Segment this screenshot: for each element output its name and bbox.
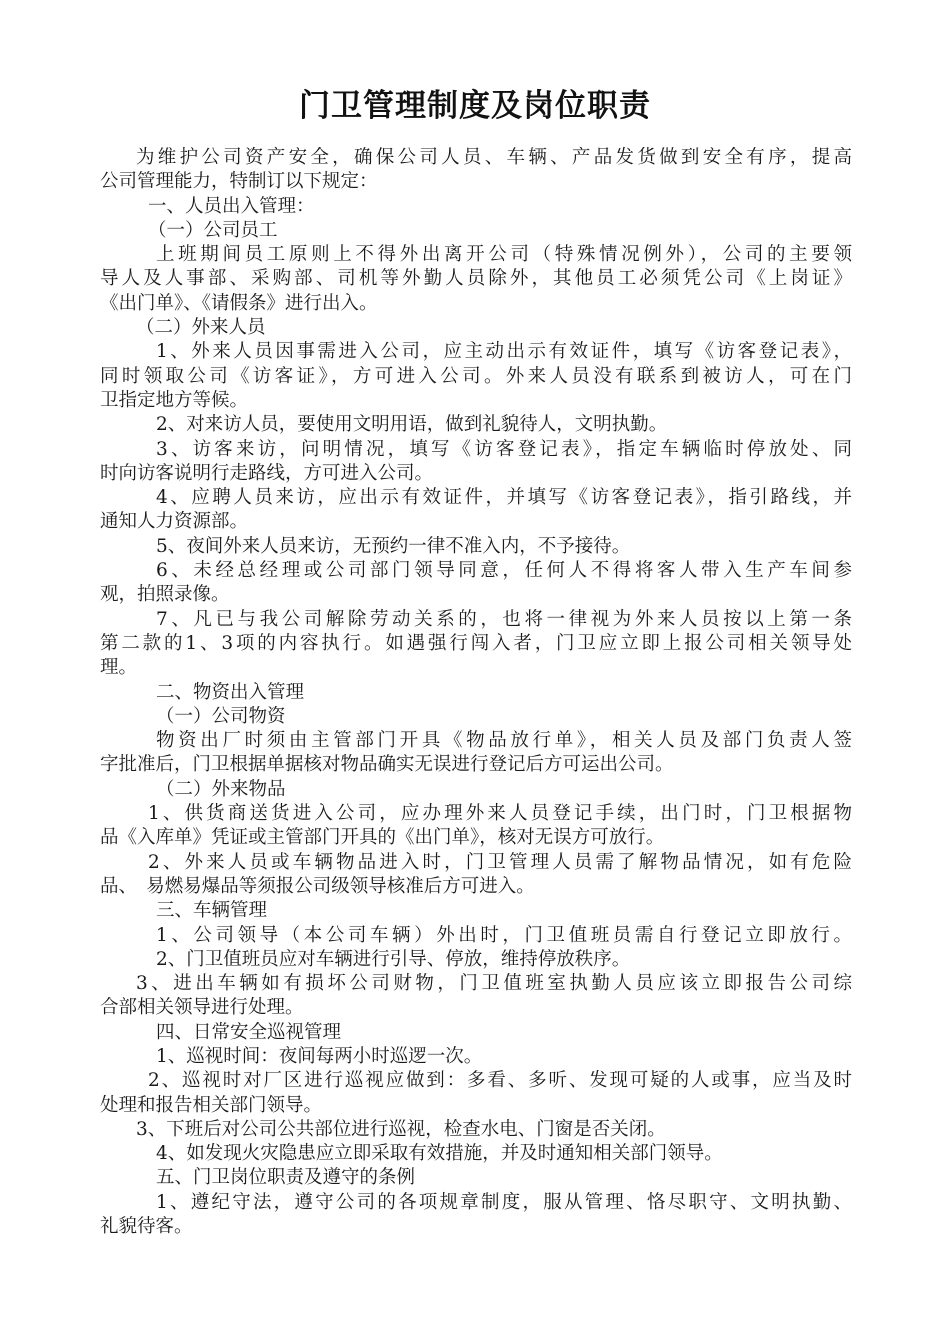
paragraph-line: 1、外来人员因事需进入公司，应主动出示有效证件，填写《访客登记表》， xyxy=(156,341,852,363)
paragraph-line: 3、访客来访，问明情况，填写《访客登记表》，指定车辆临时停放处、同 xyxy=(156,438,852,460)
paragraph-line: 处理和报告相关部门领导。 xyxy=(100,1094,323,1116)
paragraph-line: 合部相关领导进行处理。 xyxy=(100,997,304,1019)
paragraph-line: 2、门卫值班员应对车辆进行引导、停放，维持停放秩序。 xyxy=(156,948,631,970)
section-heading: 四、日常安全巡视管理 xyxy=(156,1021,342,1043)
section-heading: 五、门卫岗位职责及遵守的条例 xyxy=(156,1167,416,1189)
document-body xyxy=(100,146,852,1239)
paragraph-line: 1、供货商送货进入公司，应办理外来人员登记手续，出门时，门卫根据物 xyxy=(148,803,852,825)
paragraph-line: 7、凡已与我公司解除劳动关系的，也将一律视为外来人员按以上第一条 xyxy=(156,608,852,630)
paragraph-line: 卫指定地方等候。 xyxy=(100,389,249,411)
paragraph-line: 1、遵纪守法，遵守公司的各项规章制度，服从管理、恪尽职守、文明执勤、 xyxy=(156,1191,852,1213)
paragraph-line: 物资出厂时须由主管部门开具《物品放行单》，相关人员及部门负责人签 xyxy=(156,730,852,752)
section-heading: 二、物资出入管理 xyxy=(156,681,305,703)
section-heading: 一、人员出入管理： xyxy=(148,195,315,217)
section-heading: 三、车辆管理 xyxy=(156,900,268,922)
paragraph-line: 品、 易燃易爆品等须报公司级领导核准后方可进入。 xyxy=(100,875,535,897)
paragraph-line: 1、公司领导（本公司车辆）外出时，门卫值班员需自行登记立即放行。 xyxy=(156,924,852,946)
paragraph-line: 礼貌待客。 xyxy=(100,1216,193,1238)
paragraph-line: 时向访客说明行走路线，方可进入公司。 xyxy=(100,462,434,484)
paragraph-line: 导人及人事部、采购部、司机等外勤人员除外，其他员工必须凭公司《上岗证》 xyxy=(100,268,852,290)
paragraph-line: 第二款的1、3项的内容执行。如遇强行闯入者，门卫应立即上报公司相关领导处 xyxy=(100,632,852,654)
paragraph-line: 4、如发现火灾隐患应立即采取有效措施，并及时通知相关部门领导。 xyxy=(156,1143,723,1165)
paragraph-line: 上班期间员工原则上不得外出离开公司（特殊情况例外），公司的主要领 xyxy=(156,244,852,266)
paragraph-line: 《出门单》、《请假条》进行出入。 xyxy=(100,292,378,314)
paragraph-line: 通知人力资源部。 xyxy=(100,511,249,533)
paragraph-line: 2、外来人员或车辆物品进入时，门卫管理人员需了解物品情况，如有危险 xyxy=(148,851,852,873)
paragraph-line: 3、进出车辆如有损坏公司财物，门卫值班室执勤人员应该立即报告公司综 xyxy=(136,973,852,995)
paragraph-intro-line: 为维护公司资产安全，确保公司人员、车辆、产品发货做到安全有序，提高 xyxy=(136,147,852,168)
subsection-heading: （一）公司物资 xyxy=(156,705,286,727)
paragraph-line: 3、下班后对公司公共部位进行巡视，检查水电、门窗是否关闭。 xyxy=(136,1118,666,1140)
paragraph-line: 同时领取公司《访客证》，方可进入公司。外来人员没有联系到被访人，可在门 xyxy=(100,365,852,387)
paragraph-line: 1、巡视时间：夜间每两小时巡逻一次。 xyxy=(156,1045,483,1067)
subsection-heading: （一）公司员工 xyxy=(148,219,278,241)
paragraph-line: 字批准后，门卫根据单据核对物品确实无误进行登记后方可运出公司。 xyxy=(100,754,674,776)
paragraph-intro-line: 公司管理能力，特制订以下规定： xyxy=(100,171,378,193)
subsection-heading: （二）外来人员 xyxy=(136,317,266,339)
paragraph-line: 观，拍照录像。 xyxy=(100,584,230,606)
document-title: 门卫管理制度及岗位职责 xyxy=(299,88,651,124)
paragraph-line: 6、未经总经理或公司部门领导同意，任何人不得将客人带入生产车间参 xyxy=(156,560,852,582)
subsection-heading: （二）外来物品 xyxy=(156,778,286,800)
paragraph-line: 理。 xyxy=(100,657,138,679)
paragraph-line: 2、对来访人员，要使用文明用语，做到礼貌待人，文明执勤。 xyxy=(156,414,668,436)
paragraph-line: 5、夜间外来人员来访，无预约一律不准入内，不予接待。 xyxy=(156,535,631,557)
paragraph-line: 品《入库单》凭证或主管部门开具的《出门单》，核对无误方可放行。 xyxy=(100,827,665,849)
paragraph-line: 4、应聘人员来访，应出示有效证件，并填写《访客登记表》，指引路线，并 xyxy=(156,487,852,509)
paragraph-line: 2、巡视时对厂区进行巡视应做到：多看、多听、发现可疑的人或事，应当及时 xyxy=(148,1070,852,1092)
